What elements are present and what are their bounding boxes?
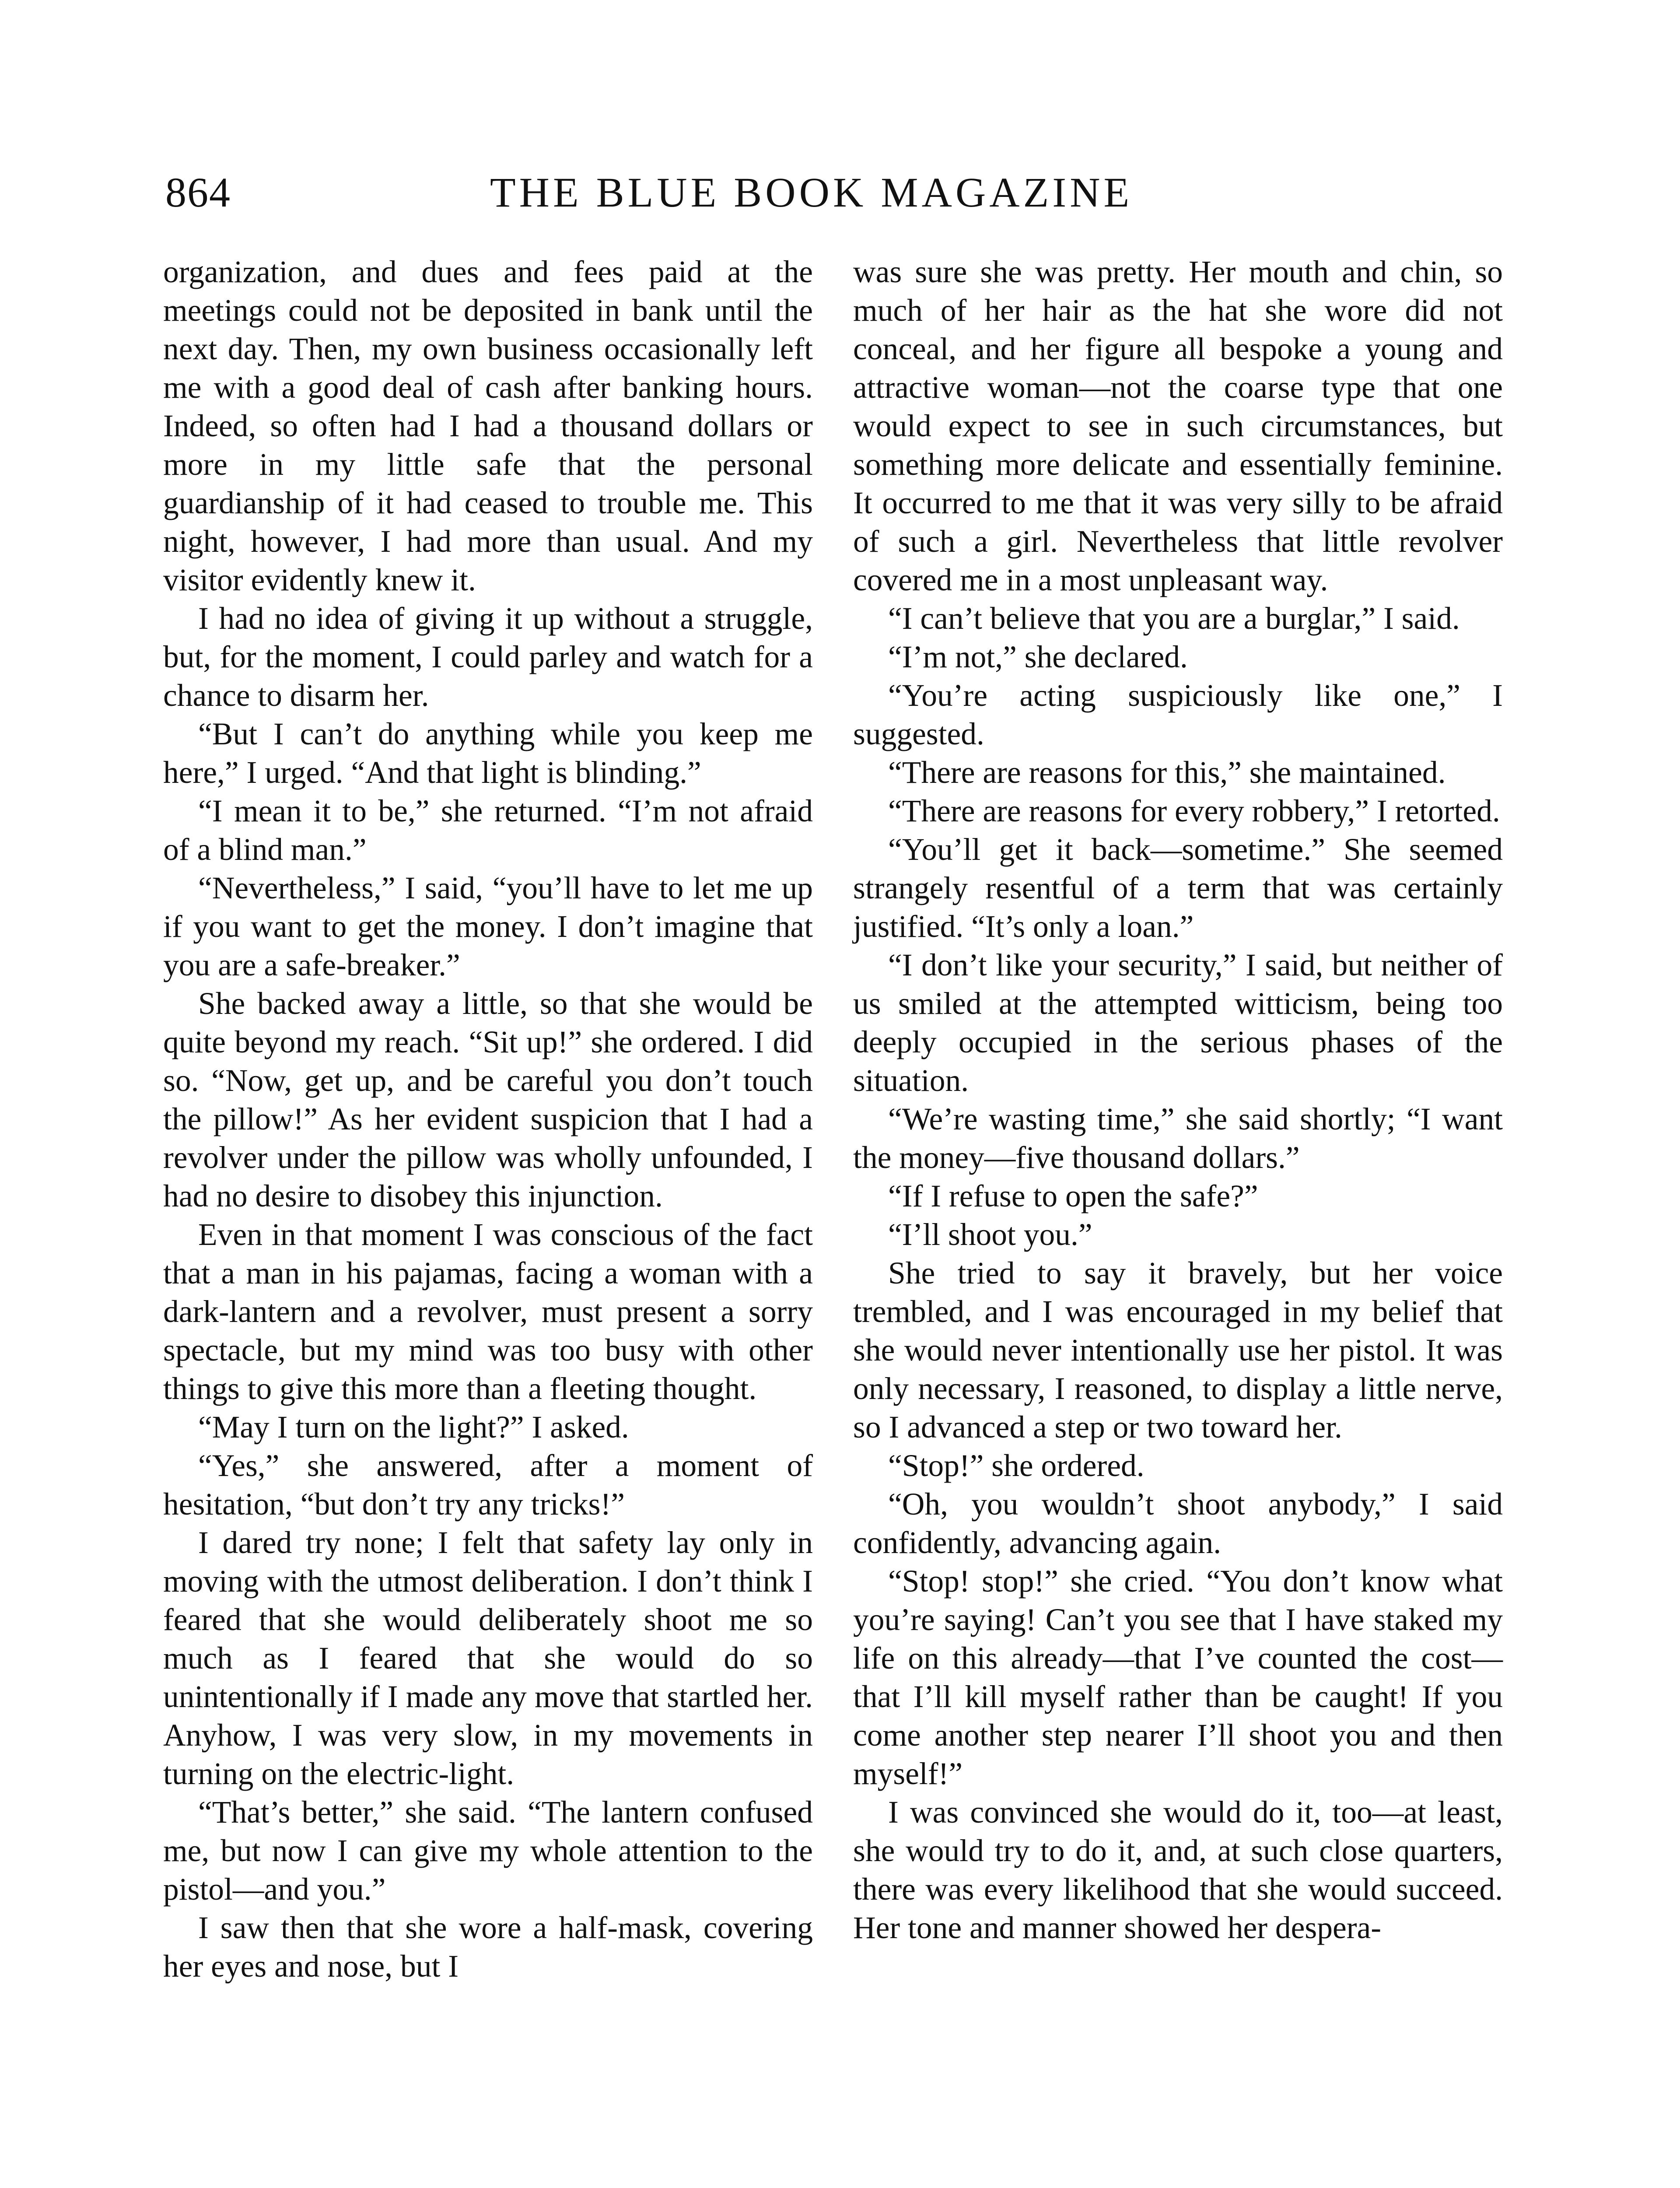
paragraph: organization, and dues and fees paid at the meetings could not be deposited in bank until the next day. Then, my own business occasionally left me with a good deal of cash after banking hours. Indeed, so often had I had a thousand dollars or more in my little safe that the personal guardianship of it had ceased to trouble me. This night, however, I had more than usual. And my visitor evidently knew it. [163,255,813,597]
paragraph: “May I turn on the light?” I asked. [198,1410,629,1445]
paragraph: “We’re wasting time,” she said shortly; “I want the money—five thousand dollars.” [853,1102,1503,1175]
paragraph: “That’s better,” she said. “The lantern confused me, but now I can give my whole attention to the pistol—and you.” [163,1795,813,1907]
paragraph: Even in that moment I was conscious of the fact that a man in his pajamas, facing a woman with a dark-lantern and a revolver, must present a sorry spectacle, but my mind was too busy with other things to give this more than a fleeting thought. [163,1217,813,1406]
paragraph: “Stop! stop!” she cried. “You don’t know what you’re saying! Can’t you see that I have staked my life on this already—that I’ve counted the cost—that I’ll kill myself rather than be caught! If you come another step nearer I’ll shoot you and then myself!” [853,1564,1503,1791]
paragraph: I dared try none; I felt that safety lay only in moving with the utmost deliberation. I don’t think I feared that she would deliberately shoot me so much as I feared that she would do so unintentionally if I made any move that startled her. Anyhow, I was very slow, in my movements in turning on the electric-light. [163,1525,813,1791]
paragraph: “But I can’t do anything while you keep me here,” I urged. “And that light is blinding.” [163,717,813,790]
paragraph: She tried to say it bravely, but her voice trembled, and I was encouraged in my belief that she would never intentionally use her pistol. It was only necessary, I reasoned, to display a little nerve, so I advanced a step or two toward her. [853,1256,1503,1445]
left-text-column [163,253,813,1986]
paragraph: “Yes,” she answered, after a moment of hesitation, “but don’t try any tricks!” [163,1448,813,1522]
paragraph: “There are reasons for this,” she maintained. [888,755,1446,790]
paragraph: was sure she was pretty. Her mouth and chin, so much of her hair as the hat she wore did not conceal, and her figure all bespoke a young and attractive woman—not the coarse type that one would expect to see in such circumstances, but something more delicate and essentially feminine. It occurred to me that it was very silly to be afraid of such a girl. Nevertheless that little revolver covered me in a most unpleasant way. [853,255,1503,597]
paragraph: “You’re acting suspiciously like one,” I suggested. [853,678,1503,751]
paragraph: “I’ll shoot you.” [888,1217,1092,1252]
paragraph: “If I refuse to open the safe?” [888,1179,1258,1213]
paragraph: “Stop!” she ordered. [888,1448,1144,1483]
paragraph: She backed away a little, so that she would be quite beyond my reach. “Sit up!” she ordered. I did so. “Now, get up, and be careful you don’t touch the pillow!” As her evident suspicion that I had a revolver under the pillow was wholly unfounded, I had no desire to disobey this injunction. [163,986,813,1213]
paragraph: “I don’t like your security,” I said, but neither of us smiled at the attempted witticism, being too deeply occupied in the serious phases of the situation. [853,948,1503,1098]
page-number: 864 [165,169,231,216]
paragraph: “I mean it to be,” she returned. “I’m not afraid of a blind man.” [163,794,813,867]
running-head: THE BLUE BOOK MAGAZINE [490,169,1133,216]
right-text-column [853,253,1503,1947]
paragraph: “I can’t believe that you are a burglar,” I said. [888,601,1460,636]
paragraph: I had no idea of giving it up without a struggle, but, for the moment, I could parley and watch for a chance to disarm her. [163,601,813,713]
paragraph: “There are reasons for every robbery,” I retorted. [888,794,1500,828]
paragraph: “I’m not,” she declared. [888,640,1188,674]
paragraph: I saw then that she wore a half-mask, covering her eyes and nose, but I [163,1911,813,1984]
paragraph: “Oh, you wouldn’t shoot anybody,” I said confidently, advancing again. [853,1487,1503,1560]
paragraph: “You’ll get it back—sometime.” She seemed strangely resentful of a term that was certainly justified. “It’s only a loan.” [853,832,1503,944]
paragraph: “Nevertheless,” I said, “you’ll have to let me up if you want to get the money. I don’t imagine that you are a safe-breaker.” [163,871,813,982]
paragraph: I was convinced she would do it, too—at least, she would try to do it, and, at such close quarters, there was every likelihood that she would succeed. Her tone and manner showed her despera- [853,1795,1503,1945]
